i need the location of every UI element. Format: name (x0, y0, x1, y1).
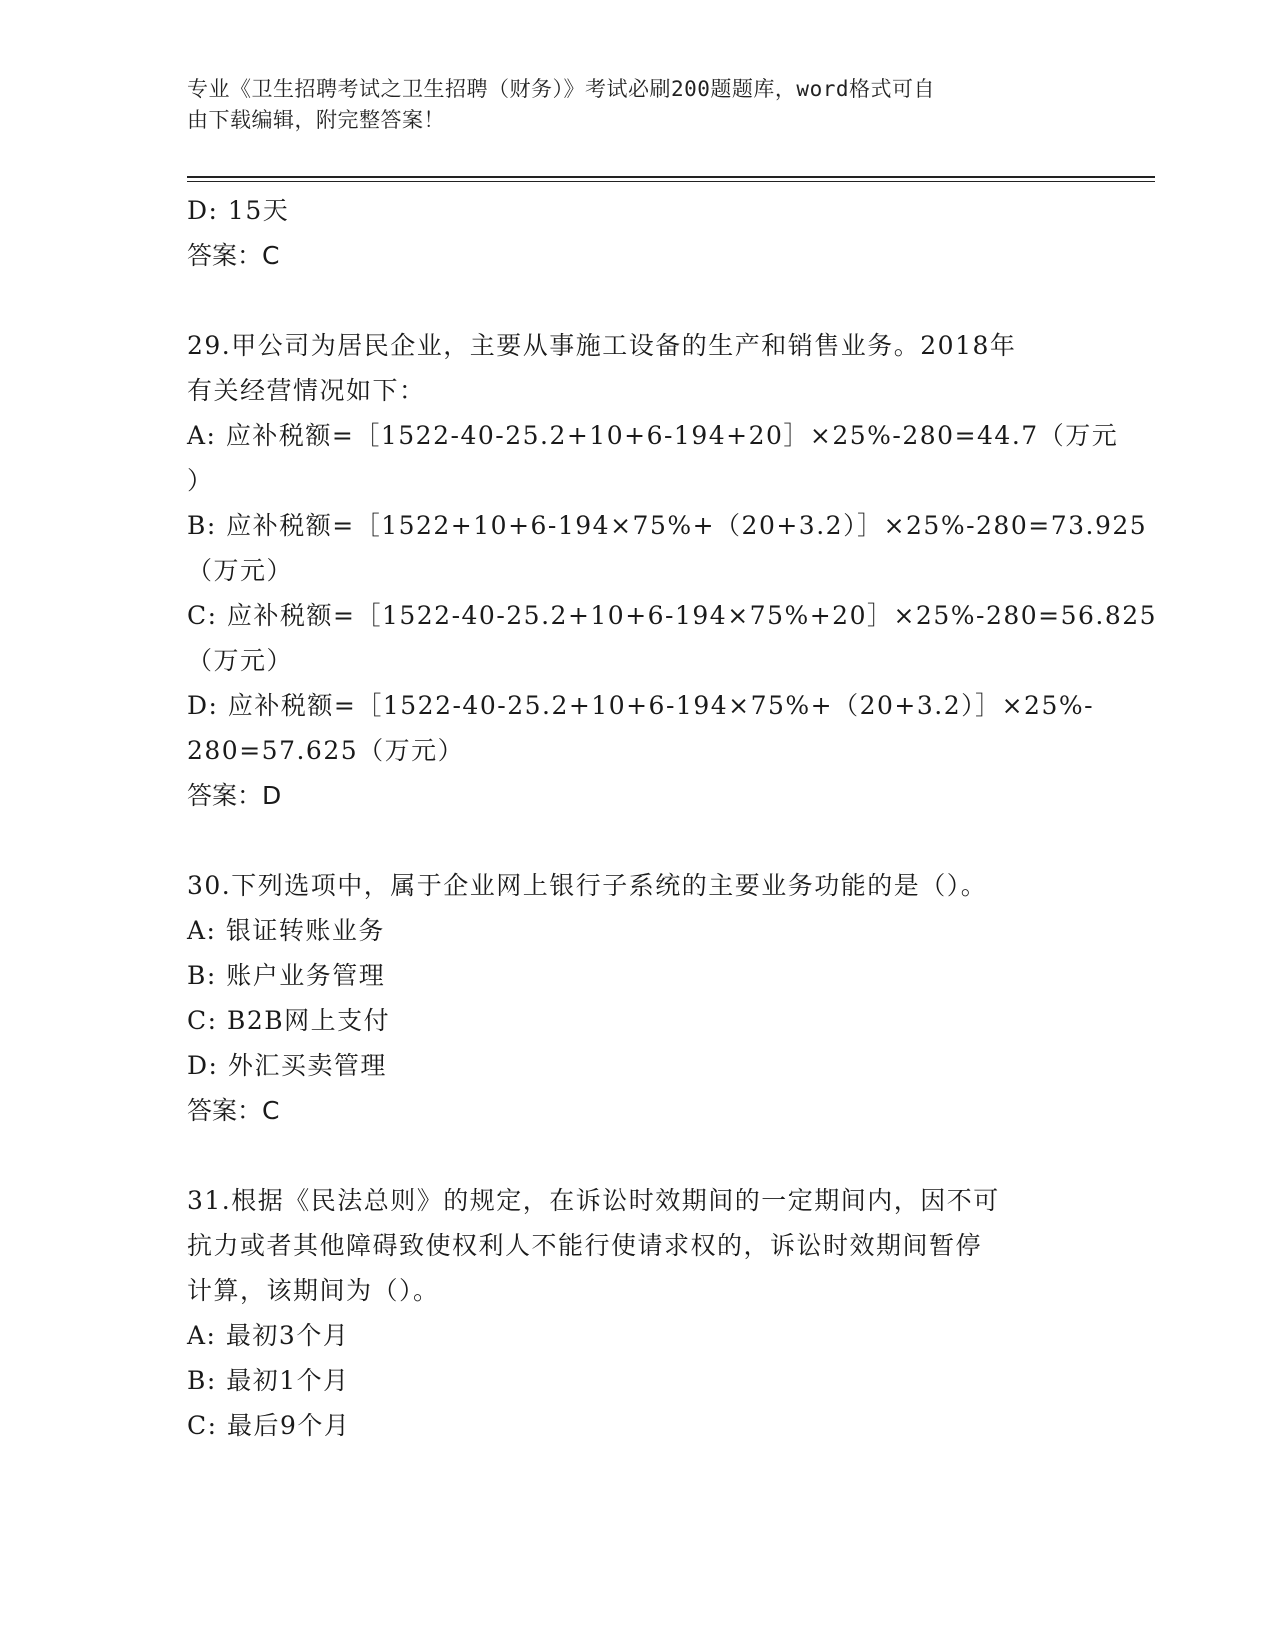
q29-option-b-line-1: B: 应补税额=［1522+10+6-194×75%+（20+3.2）］×25%-280=73.925 (187, 511, 1148, 540)
q29-option-d-line-2: 280=57.625（万元） (187, 736, 465, 765)
header-line-1: 专业《卫生招聘考试之卫生招聘（财务）》考试必刷200题题库，word格式可自 (187, 77, 935, 101)
q31-option-a: A: 最初3个月 (187, 1321, 350, 1350)
q31-option-b: B: 最初1个月 (187, 1366, 350, 1395)
q31-stem-line-2: 抗力或者其他障碍致使权利人不能行使请求权的，诉讼时效期间暂停 (187, 1231, 983, 1260)
page-header (187, 74, 1067, 136)
q31-stem-line-1: 31.根据《民法总则》的规定，在诉讼时效期间的一定期间内，因不可 (187, 1186, 1000, 1215)
q29-answer: 答案：D (187, 781, 282, 810)
q30-stem: 30.下列选项中，属于企业网上银行子系统的主要业务功能的是（）。 (187, 871, 988, 900)
q29-option-d-line-1: D: 应补税额=［1522-40-25.2+10+6-194×75%+（20+3.2）］×25%- (187, 691, 1095, 720)
question-29 (187, 323, 1158, 819)
q30-option-d: D: 外汇买卖管理 (187, 1051, 387, 1080)
q29-option-c-line-1: C: 应补税额=［1522-40-25.2+10+6-194×75%+20］×25%-280=56.825 (187, 601, 1158, 630)
q29-option-a-line-2: ） (187, 466, 214, 495)
q30-answer: 答案：C (187, 1096, 280, 1125)
q29-stem-line-2: 有关经营情况如下： (187, 376, 426, 405)
q30-option-c: C: B2B网上支付 (187, 1006, 391, 1035)
prev-answer: 答案：C (187, 241, 280, 270)
header-line-2: 由下载编辑，附完整答案！ (187, 108, 445, 132)
q29-stem-line-1: 29.甲公司为居民企业，主要从事施工设备的生产和销售业务。2018年 (187, 331, 1017, 360)
q31-option-c: C: 最后9个月 (187, 1411, 351, 1440)
q29-option-a-line-1: A: 应补税额=［1522-40-25.2+10+6-194+20］×25%-280=44.7（万元 (187, 421, 1119, 450)
header-rule-thin (187, 181, 1155, 182)
q29-option-c-line-2: （万元） (187, 646, 294, 675)
q30-option-b: B: 账户业务管理 (187, 961, 386, 990)
question-31 (187, 1178, 1087, 1448)
prev-option-d: D: 15天 (187, 196, 290, 225)
q29-option-b-line-2: （万元） (187, 556, 294, 585)
question-30 (187, 863, 1087, 1134)
q31-stem-line-3: 计算，该期间为（）。 (187, 1276, 440, 1305)
question-content (187, 188, 1158, 1448)
q30-option-a: A: 银证转账业务 (187, 916, 385, 945)
header-rule-thick (187, 176, 1155, 178)
